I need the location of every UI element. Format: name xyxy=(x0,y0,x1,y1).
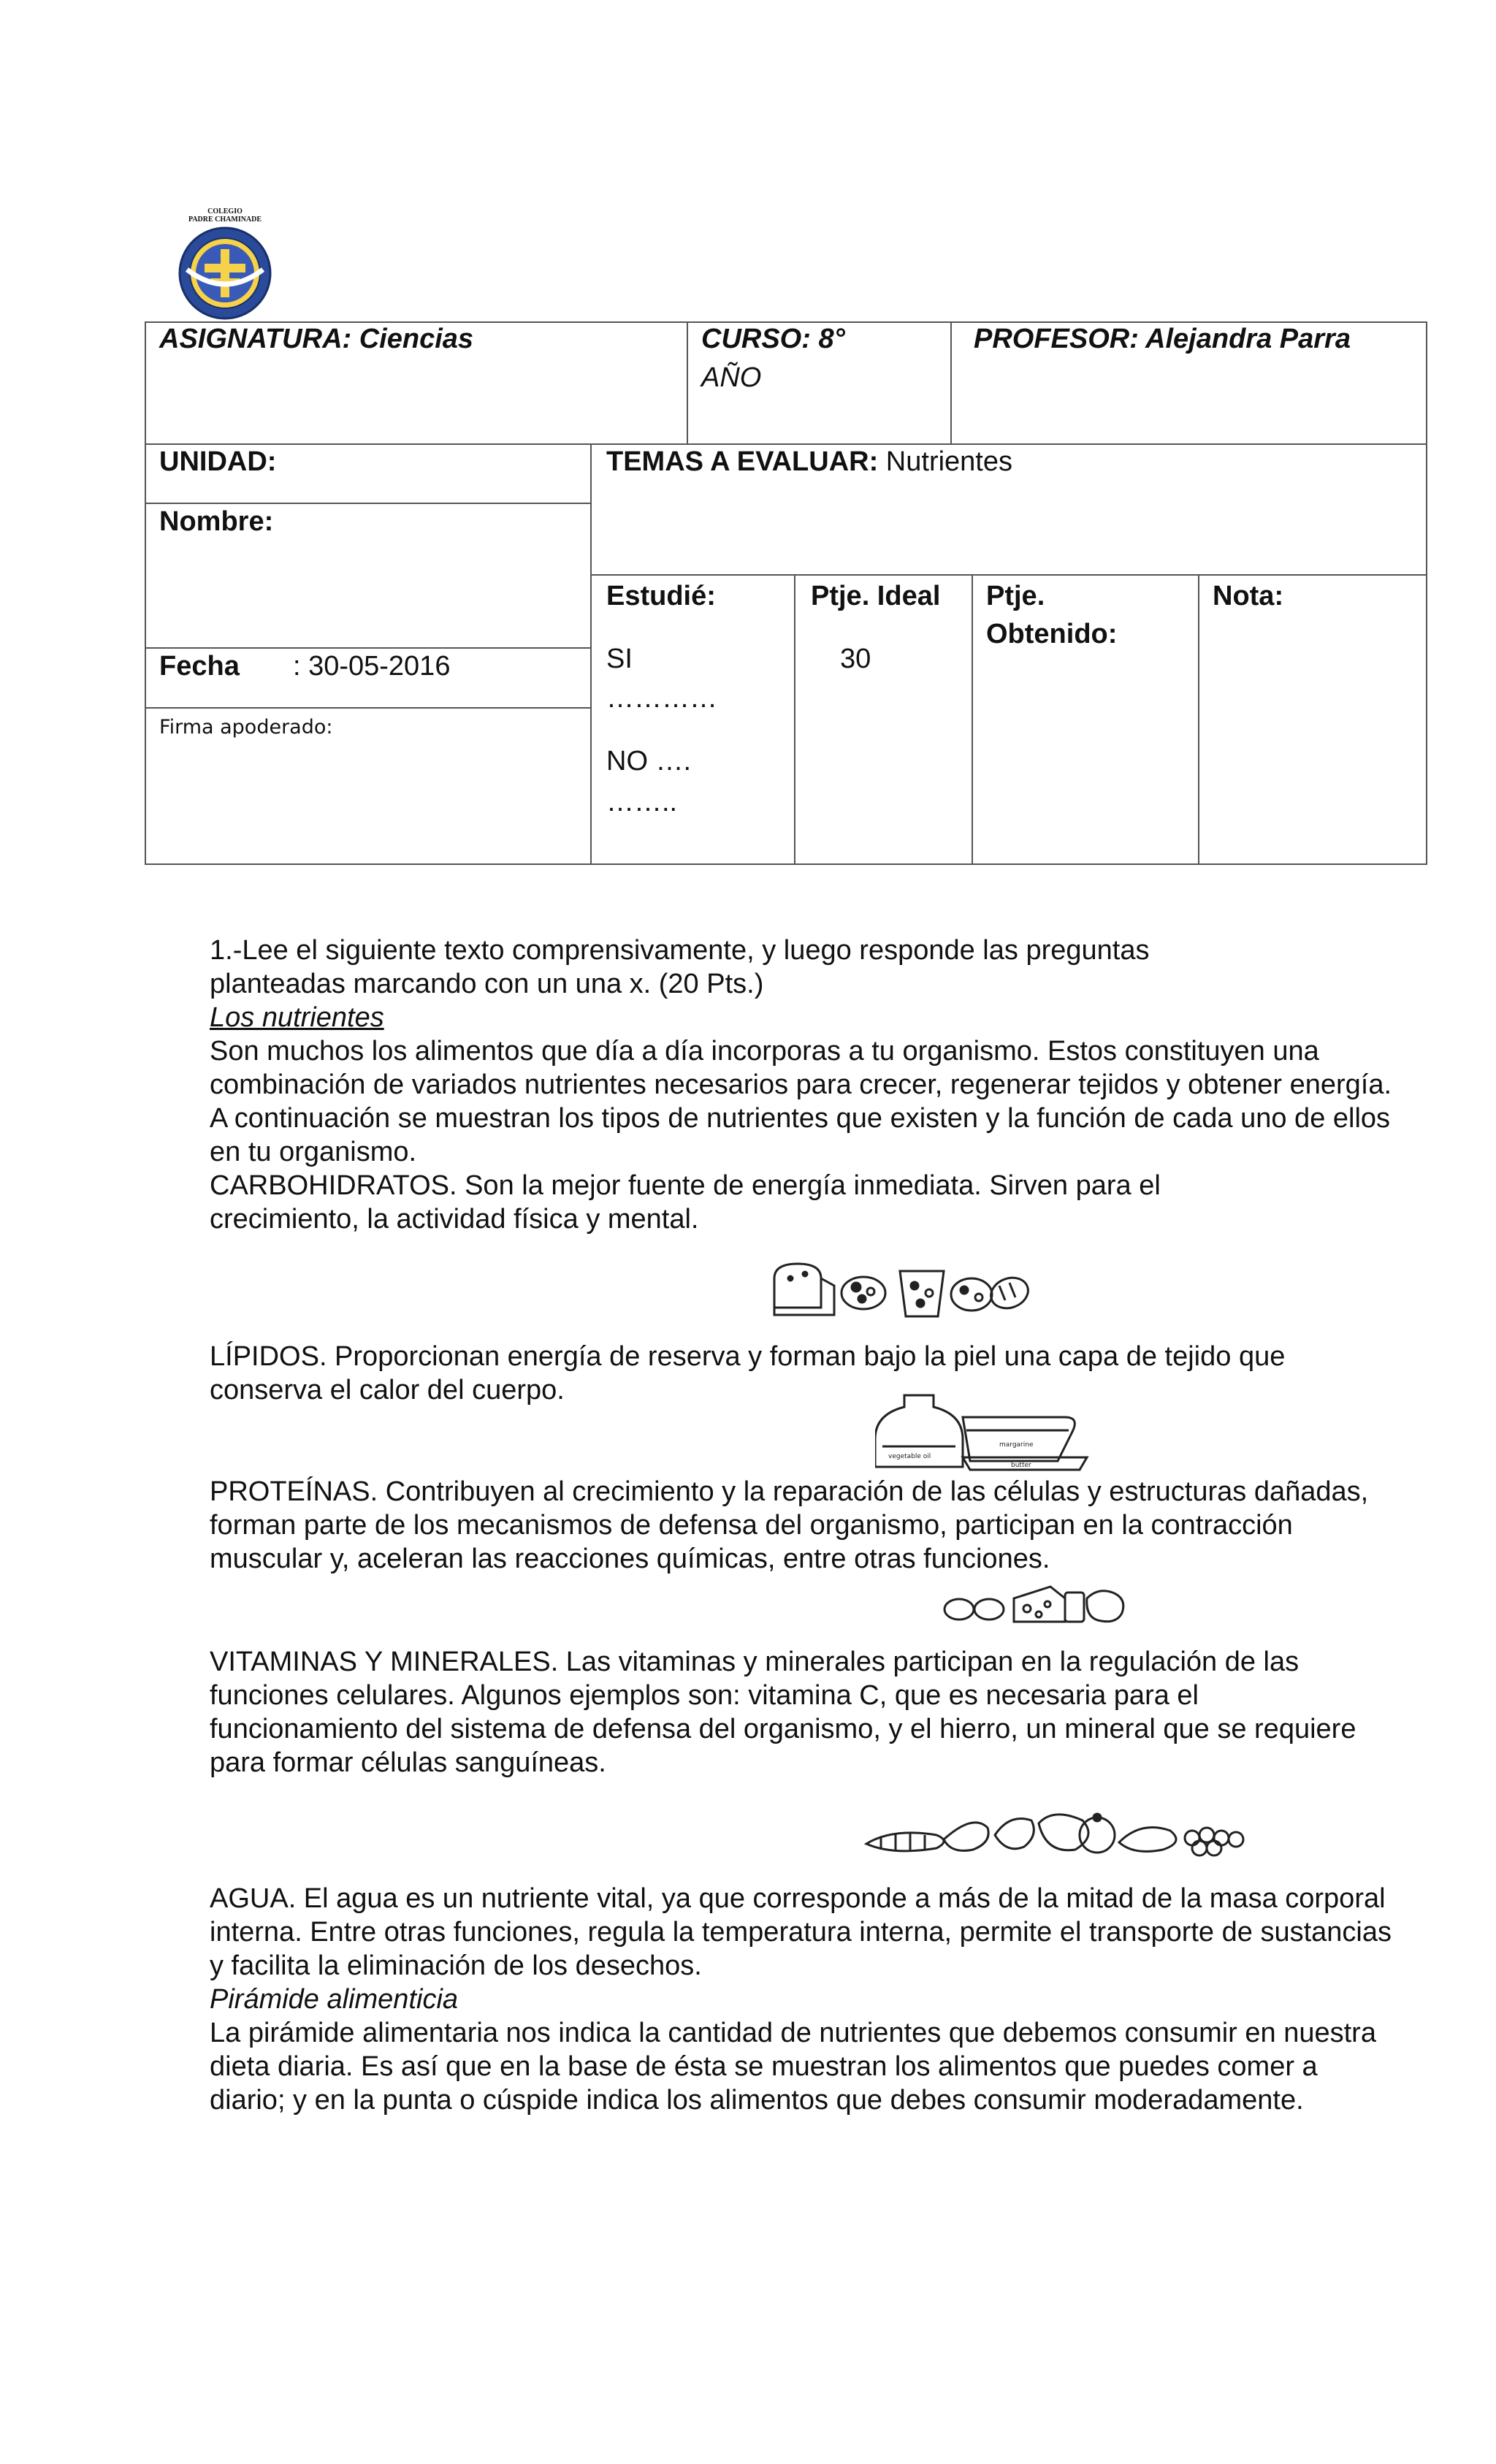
table-divider-curso xyxy=(687,321,688,445)
table-divider-ideal xyxy=(972,574,973,865)
section-subtitle: Los nutrientes xyxy=(210,1002,384,1033)
proteins-foods-icon xyxy=(941,1576,1131,1628)
margarine-label: margarine xyxy=(999,1441,1034,1449)
logo-school-line2: PADRE CHAMINADE xyxy=(188,215,262,224)
fecha-label: Fecha xyxy=(159,651,240,682)
agua-section xyxy=(210,1882,1393,2117)
instructions xyxy=(210,934,1393,1236)
nombre-label: Nombre: xyxy=(159,506,274,537)
instruction-line2: planteadas marcando con un una x. (20 Pts.) xyxy=(210,969,764,999)
instruction-line1: 1.-Lee el siguiente texto comprensivamente, y luego responde las preguntas xyxy=(210,935,1150,966)
temas-value: Nutrientes xyxy=(878,446,1012,477)
estudie-label: Estudié: xyxy=(606,581,716,611)
ptje-ideal-label: Ptje. Ideal xyxy=(811,581,941,611)
table-divider-estudie xyxy=(794,574,795,865)
profesor-label: PROFESOR: Alejandra Parra xyxy=(974,324,1351,354)
vegetable-oil-label: vegetable oil xyxy=(888,1453,931,1460)
fecha-field xyxy=(159,647,450,685)
paragraph-tipos: A continuación se muestran los tipos de nutrientes que existen y la función de cada uno de ellos en tu organismo. xyxy=(210,1103,1391,1167)
firma-apoderado-label: Firma apoderado: xyxy=(159,716,333,739)
curso-label-line2: AÑO xyxy=(701,362,762,393)
unidad-label: UNIDAD: xyxy=(159,446,277,477)
table-border-right xyxy=(1426,321,1427,865)
table-border-temas xyxy=(590,574,1427,576)
paragraph-carbohidratos: CARBOHIDRATOS. Son la mejor fuente de energía inmediata. Sirven para el crecimiento, la actividad física y mental. xyxy=(210,1170,1161,1235)
school-seal-icon xyxy=(167,226,283,321)
paragraph-proteinas: PROTEÍNAS. Contribuyen al crecimiento y la reparación de las células y estructuras dañadas, forman parte de los mecanismos de defensa del organismo, participan en la contracción muscular y, aceleran las reacciones químicas, entre otras funciones. xyxy=(210,1476,1369,1574)
paragraph-lipidos: LÍPIDOS. Proporcionan energía de reserva y forman bajo la piel una capa de tejido que conserva el calor del cuerpo. xyxy=(210,1341,1286,1405)
no-option: NO …. xyxy=(606,746,692,777)
piramide-title: Pirámide alimenticia xyxy=(210,1984,459,2015)
school-logo xyxy=(167,207,283,321)
temas-label: TEMAS A EVALUAR: xyxy=(606,446,879,477)
fecha-value: : 30-05-2016 xyxy=(292,651,451,682)
lipids-foods-icon xyxy=(875,1388,1094,1474)
asignatura-label: ASIGNATURA: Ciencias xyxy=(159,324,474,354)
vitamins-minerals-foods-icon xyxy=(863,1799,1251,1864)
paragraph-piramide: La pirámide alimentaria nos indica la cantidad de nutrientes que debemos consumir en nuestra dieta diaria. Es así que en la base de ésta se muestran los alimentos que puedes comer a diario; y en la punta o cúspide indica los alimentos que debes consumir moderadamente. xyxy=(210,2018,1376,2116)
table-divider-left-column xyxy=(590,443,592,865)
butter-label: butter xyxy=(1011,1462,1031,1469)
curso-label: CURSO: 8° xyxy=(701,324,845,354)
carbohydrates-foods-icon xyxy=(768,1256,1031,1322)
paragraph-vitaminas: VITAMINAS Y MINERALES. Las vitaminas y minerales participan en la regulación de las funciones celulares. Algunos ejemplos son: vitamina C, que es necesaria para el funcionamiento del sistema de defensa del organismo, y el hierro, un mineral que se requiere para formar células sanguíneas. xyxy=(210,1647,1356,1778)
ptje-obtenido-label: Ptje. xyxy=(986,581,1045,611)
no-dots: …….. xyxy=(606,787,678,817)
nota-label: Nota: xyxy=(1213,581,1284,611)
table-divider-obtenido xyxy=(1198,574,1199,865)
ptje-obtenido-label-line2: Obtenido: xyxy=(986,619,1118,649)
paragraph-intro: Son muchos los alimentos que día a día incorporas a tu organismo. Estos constituyen una combinación de variados nutrientes necesarios para crecer, regenerar tejidos y obtener energía. xyxy=(210,1036,1392,1100)
table-border-bottom xyxy=(145,863,1427,865)
ptje-ideal-value: 30 xyxy=(840,644,871,674)
logo-school-line1: COLEGIO xyxy=(207,207,243,215)
si-dots: ………… xyxy=(606,683,717,714)
paragraph-agua: AGUA. El agua es un nutriente vital, ya que corresponde a más de la mitad de la masa corporal interna. Entre otras funciones, regula la temperatura interna, permite el transporte de sustancias y facilita la eliminación de los desechos. xyxy=(210,1883,1392,1981)
si-option: SI xyxy=(606,644,633,674)
table-divider-profesor xyxy=(950,321,952,445)
temas-field xyxy=(606,443,1012,481)
table-border-left xyxy=(145,321,146,865)
